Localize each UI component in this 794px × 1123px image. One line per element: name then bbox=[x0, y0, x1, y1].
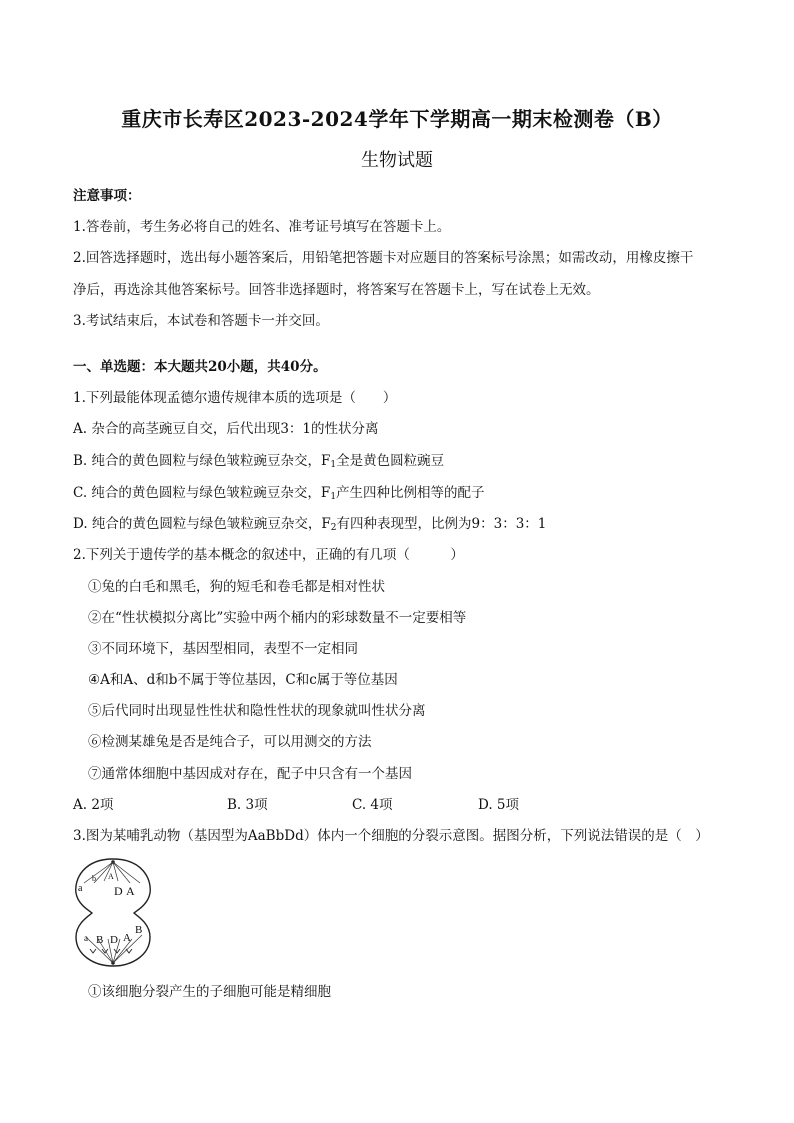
option-text: 全是黄色圆粒豌豆 bbox=[336, 453, 445, 469]
option-text: 产生四种比例相等的配子 bbox=[336, 485, 485, 501]
gene-label: B bbox=[96, 934, 104, 946]
statement: ①该细胞分裂产生的子细胞可能是精细胞 bbox=[88, 984, 331, 1000]
question-stem: 2.下列关于遗传学的基本概念的叙述中，正确的有几项（ ） bbox=[73, 547, 464, 563]
statement: ⑦通常体细胞中基因成对存在，配子中只含有一个基因 bbox=[88, 766, 412, 782]
statement: ⑤后代同时出现显性性状和隐性性状的现象就叫性状分离 bbox=[88, 703, 426, 719]
section-heading: 一、单选题：本大题共20小题，共40分。 bbox=[73, 359, 327, 375]
option-text: B. 纯合的黄色圆粒与绿色皱粒豌豆杂交，F bbox=[73, 453, 331, 469]
option-c bbox=[73, 484, 485, 502]
option-d bbox=[73, 515, 546, 533]
gene-label: b bbox=[92, 874, 96, 883]
option-a: A. 2项 bbox=[73, 797, 114, 813]
gene-label: D bbox=[114, 884, 123, 898]
gene-label: A bbox=[126, 884, 135, 898]
option-a: A. 杂合的高茎豌豆自交，后代出现3：1的性状分离 bbox=[73, 421, 379, 437]
option-b: B. 3项 bbox=[227, 797, 268, 813]
gene-label: A bbox=[108, 872, 114, 881]
notice-item: 3.考试结束后，本试卷和答题卡一并交回。 bbox=[73, 313, 329, 329]
subscript: 1 bbox=[330, 460, 337, 470]
gene-label: B bbox=[135, 924, 143, 936]
question-stem: 1.下列最能体现孟德尔遗传规律本质的选项是（ ） bbox=[73, 390, 397, 406]
cell-division-diagram bbox=[70, 853, 156, 971]
option-text: D. 纯合的黄色圆粒与绿色皱粒豌豆杂交，F bbox=[73, 516, 331, 532]
statement: ③不同环境下，基因型相同，表型不一定相同 bbox=[88, 641, 358, 657]
option-text: C. 纯合的黄色圆粒与绿色皱粒豌豆杂交，F bbox=[73, 485, 331, 501]
page-subtitle: 生物试题 bbox=[361, 150, 433, 171]
option-c: C. 4项 bbox=[352, 797, 393, 813]
option-b bbox=[73, 452, 444, 470]
subscript: 2 bbox=[330, 523, 337, 533]
option-text: 有四种表现型，比例为9：3：3：1 bbox=[336, 516, 547, 532]
statement: ⑥检测某雄兔是否是纯合子，可以用测交的方法 bbox=[88, 734, 372, 750]
gene-label: A bbox=[123, 932, 131, 944]
gene-label: a bbox=[78, 883, 83, 894]
notice-item: 2.回答选择题时，选出每小题答案后，用铅笔把答题卡对应题目的答案标号涂黑；如需改动，用橡皮擦干 bbox=[73, 250, 694, 266]
option-d: D. 5项 bbox=[478, 797, 520, 813]
gene-label: a bbox=[84, 933, 88, 943]
statement: ④A和A、d和b不属于等位基因，C和c属于等位基因 bbox=[88, 672, 398, 688]
statement: ②在“性状模拟分离比”实验中两个桶内的彩球数量不一定要相等 bbox=[88, 610, 467, 626]
notice-heading: 注意事项： bbox=[73, 188, 141, 204]
question-stem: 3.图为某哺乳动物（基因型为AaBbDd）体内一个细胞的分裂示意图。据图分析，下列说法错误的是（ ） bbox=[73, 828, 709, 844]
subscript: 1 bbox=[330, 492, 337, 502]
statement: ①兔的白毛和黑毛，狗的短毛和卷毛都是相对性状 bbox=[88, 579, 385, 595]
gene-label: D bbox=[110, 934, 118, 946]
notice-item: 净后，再选涂其他答案标号。回答非选择题时，将答案写在答题卡上，写在试卷上无效。 bbox=[73, 282, 600, 298]
page-title: 重庆市长寿区2023-2024学年下学期高一期末检测卷（B） bbox=[121, 107, 673, 131]
notice-item: 1.答卷前，考生务必将自己的姓名、准考证号填写在答题卡上。 bbox=[73, 219, 451, 235]
